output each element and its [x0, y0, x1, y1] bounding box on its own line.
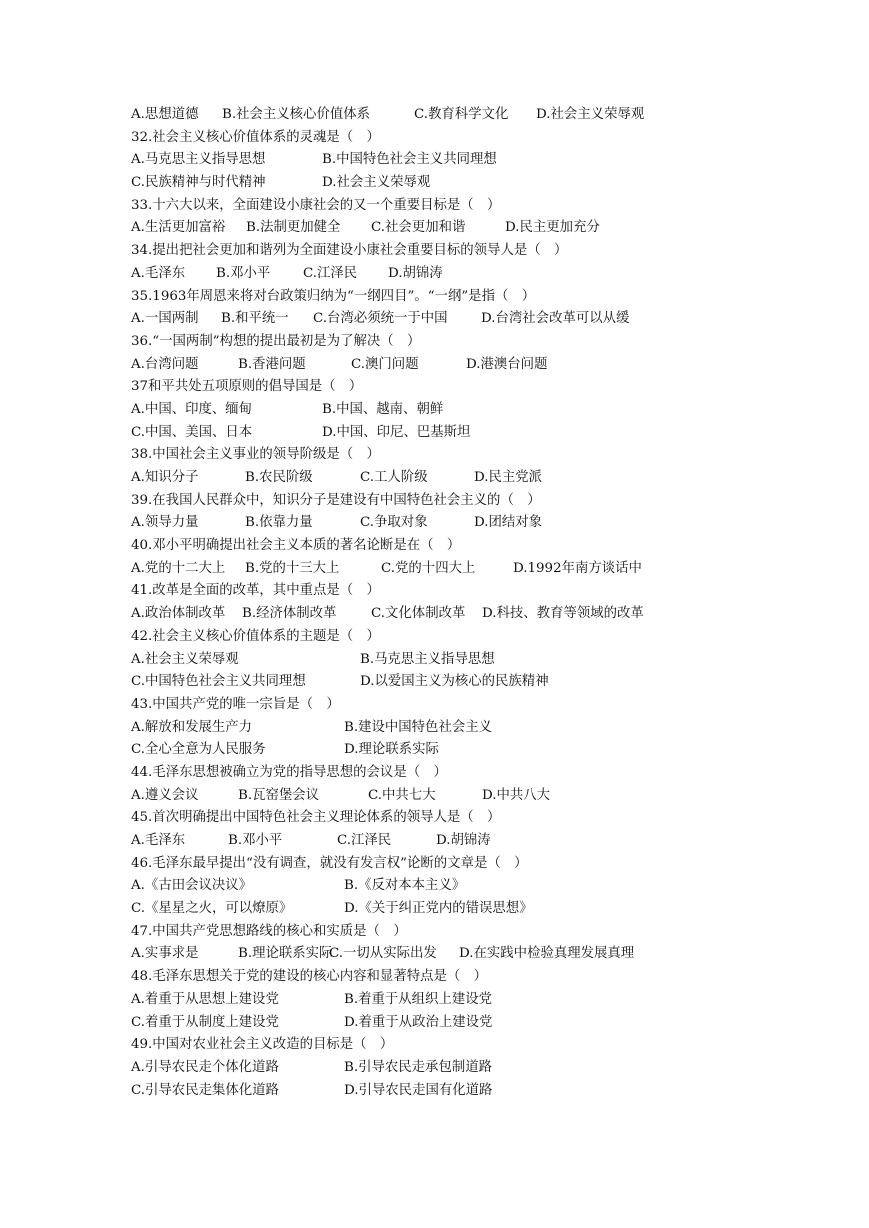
option-text: A.着重于从思想上建设党 [131, 991, 279, 1007]
options-line [131, 717, 851, 740]
option-text: A.引导农民走个体化道路 [131, 1059, 279, 1075]
question-text: 32.社会主义核心价值体系的灵魂是（ ） [131, 129, 380, 145]
question-text: 43.中国共产党的唯一宗旨是（ ） [131, 696, 340, 712]
options-line [131, 399, 851, 422]
question-line [131, 966, 851, 989]
option-text: B.马克思主义指导思想 [360, 651, 495, 667]
option-text: C.引导农民走集体化道路 [131, 1082, 279, 1098]
option-text: C.一切从实际出发 [329, 946, 437, 962]
options-line [131, 875, 851, 898]
options-line [131, 308, 851, 331]
option-text: B.香港问题 [238, 356, 306, 372]
option-text: D.以爱国主义为核心的民族精神 [360, 674, 549, 690]
options-line [131, 649, 851, 672]
option-text: A.《古田会议决议》 [131, 878, 253, 894]
option-text: A.毛泽东 [131, 833, 186, 848]
question-text: 42.社会主义核心价值体系的主题是（ ） [131, 628, 380, 644]
options-line [131, 1012, 851, 1035]
question-line [131, 580, 851, 603]
options-line [131, 1080, 851, 1103]
option-text: D.中共八大 [482, 787, 551, 803]
option-text: C.《星星之火，可以燎原》 [131, 901, 293, 917]
options-line [131, 943, 851, 966]
option-text: B.瓦窑堡会议 [238, 787, 320, 803]
option-text: C.江泽民 [303, 265, 358, 281]
options-line [131, 558, 851, 581]
option-text: C.社会更加和谐 [371, 220, 466, 236]
option-text: D.在实践中检验真理发展真理 [459, 946, 635, 962]
option-text: B.法制更加健全 [246, 220, 341, 236]
question-line [131, 286, 851, 309]
option-text: A.中国、印度、缅甸 [131, 401, 253, 417]
option-text: A.马克思主义指导思想 [131, 152, 266, 168]
question-line [131, 694, 851, 717]
option-text: A.政治体制改革 [131, 606, 226, 622]
options-line [131, 603, 851, 626]
options-line [131, 989, 851, 1012]
option-text: B.邓小平 [216, 265, 271, 281]
option-text: A.社会主义荣辱观 [131, 651, 239, 667]
option-text: C.台湾必须统一于中国 [313, 311, 448, 327]
option-text: C.江泽民 [337, 833, 392, 848]
option-text: D.台湾社会改革可以从缓 [481, 311, 630, 327]
option-text: A.解放和发展生产力 [131, 719, 253, 735]
option-text: C.争取对象 [360, 515, 428, 531]
options-line [131, 104, 851, 127]
question-line [131, 762, 851, 785]
option-text: D.着重于从政治上建设党 [344, 1014, 493, 1030]
question-line [131, 853, 851, 876]
option-text: A.生活更加富裕 [131, 220, 226, 236]
question-text: 34.提出把社会更加和谐列为全面建设小康社会重要目标的领导人是（ ） [131, 243, 568, 259]
option-text: C.文化体制改革 [371, 606, 466, 622]
option-text: B.社会主义核心价值体系 [222, 107, 371, 122]
option-text: B.理论联系实际 [238, 946, 333, 962]
option-text: B.农民阶级 [245, 470, 313, 485]
question-line [131, 376, 851, 399]
option-text: D.引导农民走国有化道路 [344, 1082, 493, 1098]
option-text: A.领导力量 [131, 515, 199, 531]
question-text: 36.“一国两制”构想的提出最初是为了解决（ ） [131, 333, 421, 349]
option-text: D.民主党派 [474, 470, 543, 485]
question-line [131, 1034, 851, 1057]
option-text: A.党的十二大上 [131, 560, 226, 576]
question-text: 49.中国对农业社会主义改造的目标是（ ） [131, 1037, 394, 1053]
option-text: A.一国两制 [131, 311, 199, 327]
option-text: B.引导农民走承包制道路 [344, 1059, 493, 1075]
option-text: A.思想道德 [131, 107, 199, 122]
option-text: D.港澳台问题 [466, 356, 548, 372]
option-text: B.建设中国特色社会主义 [344, 719, 493, 735]
option-text: D.社会主义荣辱观 [536, 107, 645, 122]
options-line [131, 149, 851, 172]
question-line [131, 331, 851, 354]
question-text: 47.中国共产党思想路线的核心和实质是（ ） [131, 923, 407, 939]
option-text: A.实事求是 [131, 946, 199, 962]
question-text: 37和平共处五项原则的倡导国是（ ） [131, 379, 363, 395]
option-text: B.《反对本本主义》 [344, 878, 466, 894]
question-line [131, 444, 851, 467]
option-text: D.理论联系实际 [344, 742, 439, 758]
option-text: B.经济体制改革 [242, 606, 337, 622]
question-text: 45.首次明确提出中国特色社会主义理论体系的领导人是（ ） [131, 810, 501, 826]
question-line [131, 626, 851, 649]
options-line [131, 354, 851, 377]
options-line [131, 671, 851, 694]
option-text: A.知识分子 [131, 470, 199, 485]
options-line [131, 830, 851, 853]
question-text: 41.改革是全面的改革，其中重点是（ ） [131, 583, 380, 599]
options-line [131, 739, 851, 762]
question-line [131, 127, 851, 150]
option-text: C.民族精神与时代精神 [131, 175, 266, 191]
option-text: D.科技、教育等领域的改革 [482, 606, 644, 622]
question-text: 38.中国社会主义事业的领导阶级是（ ） [131, 447, 380, 463]
option-text: B.依靠力量 [245, 515, 313, 531]
option-text: D.中国、印尼、巴基斯坦 [322, 424, 471, 440]
options-line [131, 785, 851, 808]
option-text: D.民主更加充分 [505, 220, 600, 236]
option-text: A.毛泽东 [131, 265, 186, 281]
options-line [131, 512, 851, 535]
option-text: C.中共七大 [368, 787, 436, 803]
option-text: B.中国、越南、朝鲜 [322, 401, 444, 417]
option-text: C.工人阶级 [360, 470, 428, 485]
options-line [131, 263, 851, 286]
option-text: D.《关于纠正党内的错误思想》 [344, 901, 533, 917]
question-line [131, 240, 851, 263]
option-text: C.澳门问题 [351, 356, 419, 372]
question-line [131, 490, 851, 513]
option-text: D.1992年南方谈话中 [513, 560, 642, 576]
document-body [131, 104, 851, 1102]
option-text: C.中国特色社会主义共同理想 [131, 674, 306, 690]
option-text: A.台湾问题 [131, 356, 199, 372]
option-text: D.社会主义荣辱观 [322, 175, 431, 191]
options-line [131, 422, 851, 445]
option-text: B.和平统一 [221, 311, 289, 327]
question-text: 39.在我国人民群众中，知识分子是建设有中国特色社会主义的（ ） [131, 492, 541, 508]
option-text: B.邓小平 [228, 833, 283, 848]
options-line [131, 217, 851, 240]
question-line [131, 921, 851, 944]
option-text: B.着重于从组织上建设党 [344, 991, 493, 1007]
question-line [131, 195, 851, 218]
option-text: D.胡锦涛 [388, 265, 443, 281]
options-line [131, 467, 851, 490]
question-text: 40.邓小平明确提出社会主义本质的著名论断是在（ ） [131, 538, 461, 554]
question-text: 33.十六大以来，全面建设小康社会的又一个重要目标是（ ） [131, 197, 501, 213]
question-text: 35.1963年周恩来将对台政策归纳为“一纲四目”。“一纲”是指（ ） [131, 288, 536, 304]
option-text: B.中国特色社会主义共同理想 [322, 152, 497, 168]
option-text: B.党的十三大上 [245, 560, 340, 576]
options-line [131, 1057, 851, 1080]
option-text: D.团结对象 [474, 515, 543, 531]
question-text: 48.毛泽东思想关于党的建设的核心内容和显著特点是（ ） [131, 969, 488, 985]
option-text: C.全心全意为人民服务 [131, 742, 266, 758]
question-line [131, 535, 851, 558]
options-line [131, 898, 851, 921]
option-text: C.党的十四大上 [381, 560, 476, 576]
question-text: 44.毛泽东思想被确立为党的指导思想的会议是（ ） [131, 764, 447, 780]
question-text: 46.毛泽东最早提出“没有调查，就没有发言权”论断的文章是（ ） [131, 855, 528, 871]
option-text: C.教育科学文化 [414, 107, 509, 122]
option-text: C.着重于从制度上建设党 [131, 1014, 279, 1030]
option-text: A.遵义会议 [131, 787, 199, 803]
question-line [131, 807, 851, 830]
option-text: C.中国、美国、日本 [131, 424, 253, 440]
options-line [131, 172, 851, 195]
option-text: D.胡锦涛 [436, 833, 491, 848]
